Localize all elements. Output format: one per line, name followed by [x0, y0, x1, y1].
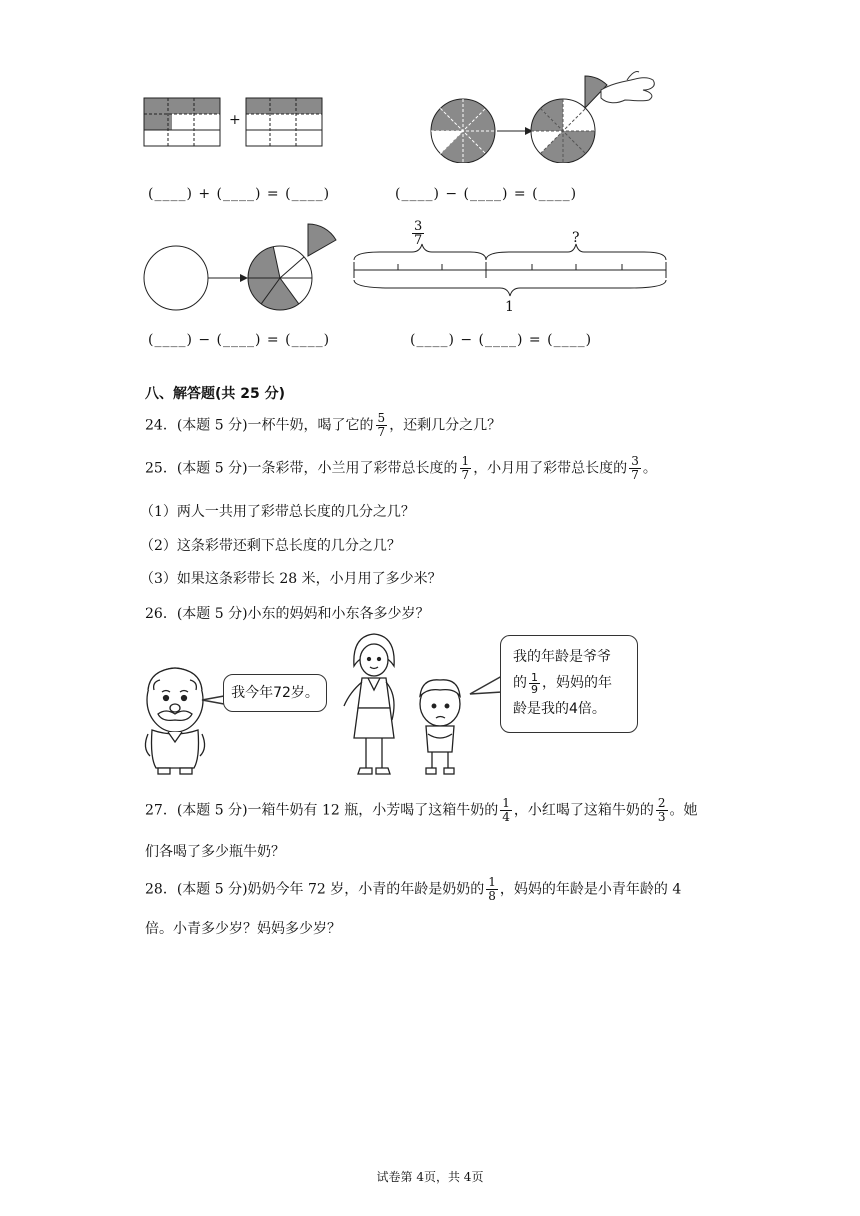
q27-fraction-2 [656, 797, 668, 824]
q24-lead: 24．(本题 5 分)一杯牛奶，喝了它的 [145, 417, 374, 434]
q27-frac2-n: 2 [657, 796, 666, 810]
equation-4: (____) − (____) = (____) [410, 332, 593, 348]
diagram-whole-label: 1 [505, 299, 514, 315]
circle-subtract-figure [425, 68, 660, 163]
q28-tail: ，妈妈的年龄是小青年龄的 4 [499, 881, 682, 898]
q25-sub-2: （2）这条彩带还剩下总长度的几分之几？ [140, 538, 401, 554]
grandpa-figure [145, 668, 204, 774]
boy-speech-line-2 [513, 670, 637, 696]
question-28 [145, 876, 681, 903]
q24-frac-n: 5 [377, 411, 386, 425]
q27-mid: ，小红喝了这箱牛奶的 [513, 802, 654, 819]
q25-fraction-1 [460, 455, 472, 482]
q25-frac2-n: 3 [631, 454, 639, 468]
q25-tail: 。 [642, 460, 657, 477]
q25-sub-3: （3）如果这条彩带长 28 米，小月用了多少米？ [140, 571, 442, 587]
boy-figure [420, 680, 460, 774]
diagram-fraction-denominator: 7 [414, 233, 423, 248]
question-24 [145, 412, 501, 439]
question-26: 26．(本题 5 分)小东的妈妈和小东各多少岁？ [145, 606, 430, 622]
boy-speech-line-2-pre: 的 [513, 675, 527, 691]
boy-frac-n: 1 [531, 670, 538, 684]
q25-sub-1: （1）两人一共用了彩带总长度的几分之几？ [140, 504, 415, 520]
q27-frac2-d: 3 [657, 810, 666, 824]
q28-frac-d: 8 [488, 889, 496, 903]
q25-frac1-n: 1 [461, 454, 470, 468]
equation-3: (____) − (____) = (____) [148, 332, 331, 348]
diagram-fraction-numerator: 3 [414, 219, 423, 234]
boy-speech-fraction [529, 672, 540, 695]
diagram-fraction-three-sevenths [412, 220, 424, 247]
q25-mid: ，小月用了彩带总长度的 [473, 460, 628, 477]
boy-frac-d: 9 [531, 682, 538, 696]
plus-sign: + [229, 112, 241, 128]
q27-lead: 27．(本题 5 分)一箱牛奶有 12 瓶，小芳喝了这箱牛奶的 [145, 802, 499, 819]
question-27 [145, 797, 698, 824]
q27-frac1-n: 1 [502, 796, 510, 810]
q28-lead: 28．(本题 5 分)奶奶今年 72 岁，小青的年龄是奶奶的 [145, 881, 485, 898]
page-footer: 试卷第 4页，共 4页 [376, 1170, 484, 1184]
diagram-question-mark: ? [572, 230, 580, 246]
circle-whole-figure [140, 220, 345, 320]
mother-figure [344, 634, 394, 774]
boy-speech-line-2-post: ，妈妈的年 [542, 675, 612, 691]
grandpa-speech-text: 我今年72岁。 [231, 685, 319, 701]
question-25 [145, 455, 657, 482]
q25-frac2-d: 7 [631, 468, 639, 482]
equation-2: (____) − (____) = (____) [395, 186, 578, 202]
q25-lead: 25．(本题 5 分)一条彩带，小兰用了彩带总长度的 [145, 460, 458, 477]
grandpa-speech-bubble [223, 674, 327, 712]
q24-frac-d: 7 [377, 425, 386, 439]
boy-speech-bubble [500, 635, 638, 733]
q27-frac1-d: 4 [502, 810, 510, 824]
q27-line-2: 们各喝了多少瓶牛奶？ [145, 844, 285, 860]
q28-fraction [486, 876, 498, 903]
q27-tail: 。她 [669, 802, 698, 819]
q24-tail: ，还剩几分之几？ [389, 417, 502, 434]
q25-frac1-d: 7 [461, 468, 470, 482]
section-title: 八、解答题(共 25 分) [145, 386, 286, 402]
equation-1: (____) + (____) = (____) [148, 186, 331, 202]
boy-speech-line-1: 我的年龄是爷爷 [513, 649, 611, 665]
q25-fraction-2 [629, 455, 641, 482]
boy-speech-line-3: 龄是我的4倍。 [513, 701, 606, 717]
q24-fraction [376, 412, 388, 439]
q27-fraction-1 [500, 797, 512, 824]
q28-line-2: 倍。小青多少岁？妈妈多少岁？ [145, 921, 341, 937]
q28-frac-n: 1 [488, 875, 496, 889]
line-segment-diagram [350, 240, 670, 300]
